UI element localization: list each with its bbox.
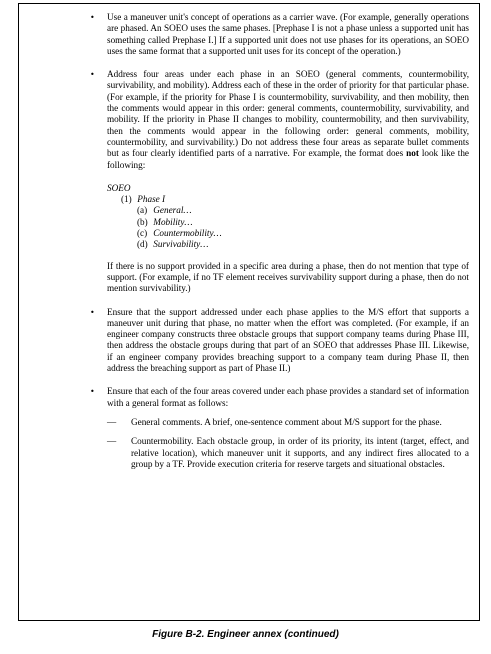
soeo-item-text: Mobility… [153,216,193,227]
soeo-item-text: General… [153,205,192,216]
bullet-text: If there is no support provided in a specific area during a phase, then do not mention that type of support. (For example, if no TF element receives survivability support during a phase, then do not mention survivability.) [107,260,469,294]
bullet-text [107,69,469,171]
bullet-text: Use a maneuver unit's concept of operations as a carrier wave. (For example, generally operations are phased. An SOEO uses the same phases. [Prephase I is not a phase unless a supported unit has something called Prephase I.] If a supported unit does not use phases for its operations, an SOEO uses the same format that a supported unit uses for its concept of the operation.) [107,12,469,56]
bold-emphasis: not [406,148,419,159]
bullet-item [90,306,469,375]
soeo-item-label: (b) [137,216,148,227]
bullet-text: Ensure that the support addressed under each phase applies to the M/S effort that supports a maneuver unit during that phase, no matter when the effort was completed. (For example, if an engineer company constructs three obstacle groups that support company teams during Phase III, then address the obstacle groups during that part of an SOEO that addresses Phase III. Likewise, if an engineer company provides breaching support to a company team during Phase II, then address the breaching support as part of Phase II.) [107,306,469,374]
soeo-item-label: (d) [137,239,148,250]
soeo-item-text: Countermobility… [153,228,222,239]
bullet-icon: • [90,307,95,317]
dash-item [107,417,469,428]
dash-item [107,436,469,470]
soeo-phase-number: (1) [121,194,132,205]
em-dash-icon: — [107,416,117,427]
soeo-example [107,183,469,251]
soeo-title: SOEO [107,182,131,193]
soeo-phase-name: Phase I [137,194,166,205]
bullet-item [90,386,469,470]
bullet-icon: • [90,70,95,80]
soeo-item [107,228,469,239]
soeo-item-label: (c) [137,228,148,239]
document-body [90,12,469,482]
bullet-icon: • [90,387,95,397]
bullet-text-part: Address four areas under each phase in an SOEO (general comments, countermobility, survivability, and mobility). Address each of these in the order of priority for that particular phase. (For example, if the priority for Phase I is countermobility, survivability, and then mobility, then the comments would appear in this order: general comments, countermobility, survivability, and mobility. If the priority in Phase II changes to mobility, countermobility, and then survivability, then the comments would appear in the following order: general comments, mobility, countermobility, and survivability.) Do not address these four areas as separate bullet comments but as four clearly identified parts of a narrative. For example, the format does [107,69,469,159]
soeo-item [107,217,469,228]
soeo-item-label: (a) [137,205,148,216]
soeo-phase [107,194,469,205]
figure-caption: Figure B-2. Engineer annex (continued) [152,629,339,640]
bullet-text: Ensure that each of the four areas covered under each phase provides a standard set of information with a general format as follows: [107,386,469,408]
bullet-item [90,12,469,57]
soeo-item-text: Survivability… [153,239,209,250]
soeo-item [107,239,469,250]
bullet-item [90,69,469,294]
soeo-item [107,205,469,216]
em-dash-icon: — [107,436,117,447]
dash-text: Countermobility. Each obstacle group, in order of its priority, its intent (target, effect, and relative location), which maneuver unit it supports, and any indirect fires allocated to a group by a TF. Provide execution criteria for reserve targets and situational obstacles. [131,436,469,469]
bullet-text-part: look like the following: [107,148,469,170]
bullet-icon: • [90,13,95,22]
dash-text: General comments. A brief, one-sentence comment about M/S support for the phase. [131,416,442,427]
